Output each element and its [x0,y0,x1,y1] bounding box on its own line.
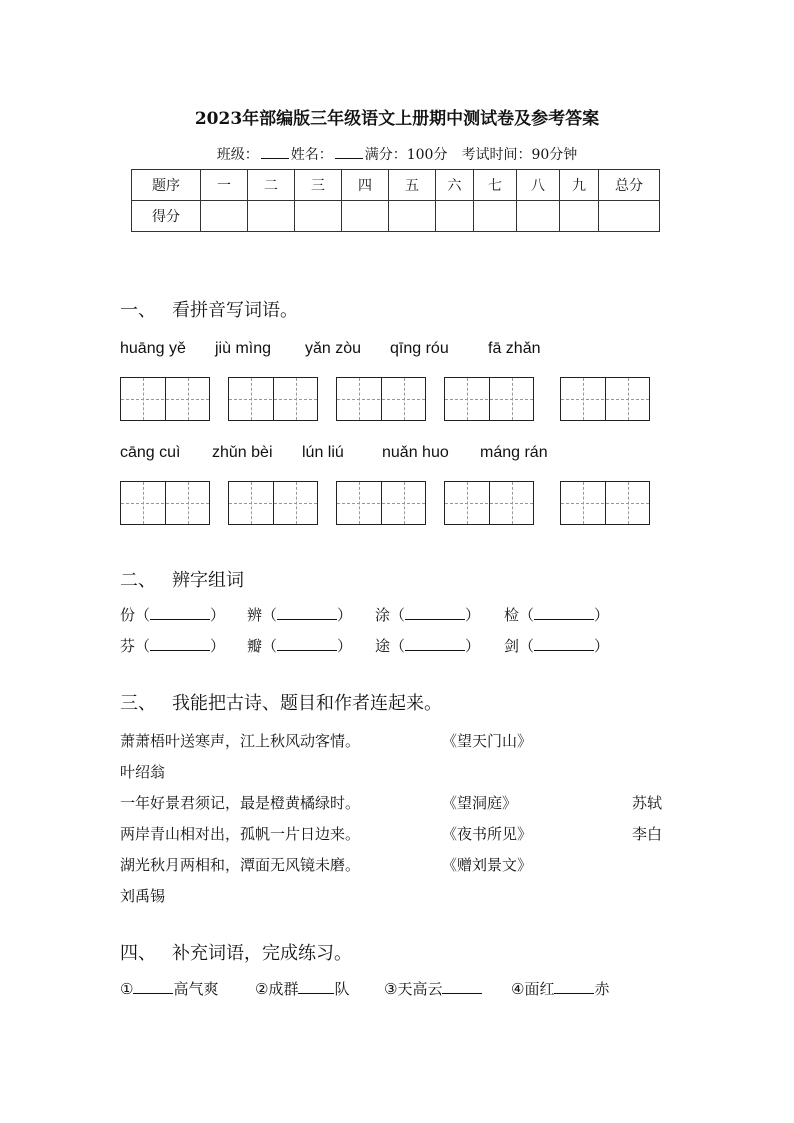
poem-line: 两岸青山相对出，孤帆一片日边来。 [120,825,361,843]
writing-grid[interactable] [336,377,426,421]
page-title: 2023年部编版三年级语文上册期中测试卷及参考答案 [194,109,600,129]
name-label: 姓名： [290,147,333,163]
poem-title: 《赠刘景文》 [442,856,533,874]
exam-time: 考试时间：90分钟 [461,147,578,163]
score-cell[interactable] [389,201,436,232]
poem-author: 李白 [632,825,663,843]
poem-author: 叶绍翁 [120,763,166,781]
header-cell: 一 [201,170,248,201]
section-number: 二、 [120,570,156,591]
idiom-blank[interactable] [133,981,173,994]
word-item: 检（ ） [504,606,610,624]
class-blank[interactable] [261,146,289,159]
section-title: 辨字组词 [172,570,244,591]
writing-grid[interactable] [444,481,534,525]
header-cell: 四 [342,170,389,201]
writing-grid[interactable] [336,481,426,525]
full-score: 满分：100分 [364,147,448,163]
word-item: 涂（ ） [375,606,481,624]
section-title: 补充词语，完成练习。 [172,943,352,964]
pinyin: máng rán [480,444,548,461]
section1-heading [120,296,298,322]
pinyin: fā zhǎn [488,340,541,357]
score-cell[interactable] [295,201,342,232]
section-title: 看拼音写词语。 [172,300,298,321]
idiom-item: ① 高气爽 [120,980,219,998]
pinyin: yǎn zòu [305,340,362,357]
score-cell[interactable] [201,201,248,232]
idiom-item: ②成群 队 [255,980,350,998]
pinyin: huāng yě [120,340,186,357]
section4-heading [120,939,352,965]
writing-grid[interactable] [120,481,210,525]
score-cell[interactable] [474,201,517,232]
writing-grid[interactable] [120,377,210,421]
section-number: 一、 [120,300,156,321]
poem-line: 一年好景君须记，最是橙黄橘绿时。 [120,794,361,812]
poem-line: 湖光秋月两相和，潭面无风镜未磨。 [120,856,361,874]
word-item: 剑（ ） [504,637,610,655]
header-cell: 八 [517,170,560,201]
answer-blank[interactable] [277,607,337,620]
score-table-header-row [132,170,660,201]
idiom-item: ④面红 赤 [511,980,610,998]
header-cell: 五 [389,170,436,201]
answer-blank[interactable] [150,638,210,651]
word-item: 芬（ ） [120,637,226,655]
idiom-item: ③天高云 [384,978,482,999]
section-number: 三、 [120,693,156,714]
poem-author: 苏轼 [632,794,663,812]
section2-heading [120,566,244,592]
score-cell[interactable] [560,201,599,232]
answer-blank[interactable] [150,607,210,620]
word-item: 份（ ） [120,606,226,624]
header-cell: 九 [560,170,599,201]
poem-title: 《夜书所见》 [442,825,533,843]
writing-grid[interactable] [560,481,650,525]
poem-author: 刘禹锡 [120,887,166,905]
pinyin: cāng cuì [120,444,181,461]
score-cell[interactable] [599,201,660,232]
section-number: 四、 [120,943,156,964]
header-cell: 二 [248,170,295,201]
header-cell: 七 [474,170,517,201]
pinyin: jiù mìng [215,340,272,357]
score-cell[interactable] [436,201,474,232]
header-cell: 六 [436,170,474,201]
writing-grid[interactable] [560,377,650,421]
header-cell: 题序 [132,170,201,201]
word-item: 瓣（ ） [247,637,353,655]
header-cell: 三 [295,170,342,201]
poem-title: 《望洞庭》 [442,794,518,812]
section-title: 我能把古诗、题目和作者连起来。 [172,693,442,714]
idiom-blank[interactable] [442,981,482,994]
answer-blank[interactable] [405,638,465,651]
score-cell[interactable] [248,201,295,232]
row-label: 得分 [132,201,201,232]
word-item: 途（ ） [375,637,481,655]
writing-grid[interactable] [444,377,534,421]
score-cell[interactable] [342,201,389,232]
section3-heading [120,689,442,715]
answer-blank[interactable] [277,638,337,651]
pinyin: nuǎn huo [382,444,449,461]
answer-blank[interactable] [534,638,594,651]
answer-blank[interactable] [405,607,465,620]
answer-blank[interactable] [534,607,594,620]
poem-line: 萧萧梧叶送寒声，江上秋风动客情。 [120,732,361,750]
score-table-score-row [132,201,660,232]
score-table [131,169,660,232]
header-cell: 总分 [599,170,660,201]
idiom-blank[interactable] [554,981,594,994]
writing-grid[interactable] [228,481,318,525]
pinyin: zhǔn bèi [212,444,273,461]
pinyin: lún liú [302,444,344,461]
poem-title: 《望天门山》 [442,732,533,750]
writing-grid[interactable] [228,377,318,421]
name-blank[interactable] [335,146,363,159]
pinyin: qīng róu [390,340,449,357]
class-label: 班级： [216,147,259,163]
score-cell[interactable] [517,201,560,232]
word-item: 辨（ ） [247,606,353,624]
idiom-blank[interactable] [298,981,334,994]
exam-info [0,144,794,164]
